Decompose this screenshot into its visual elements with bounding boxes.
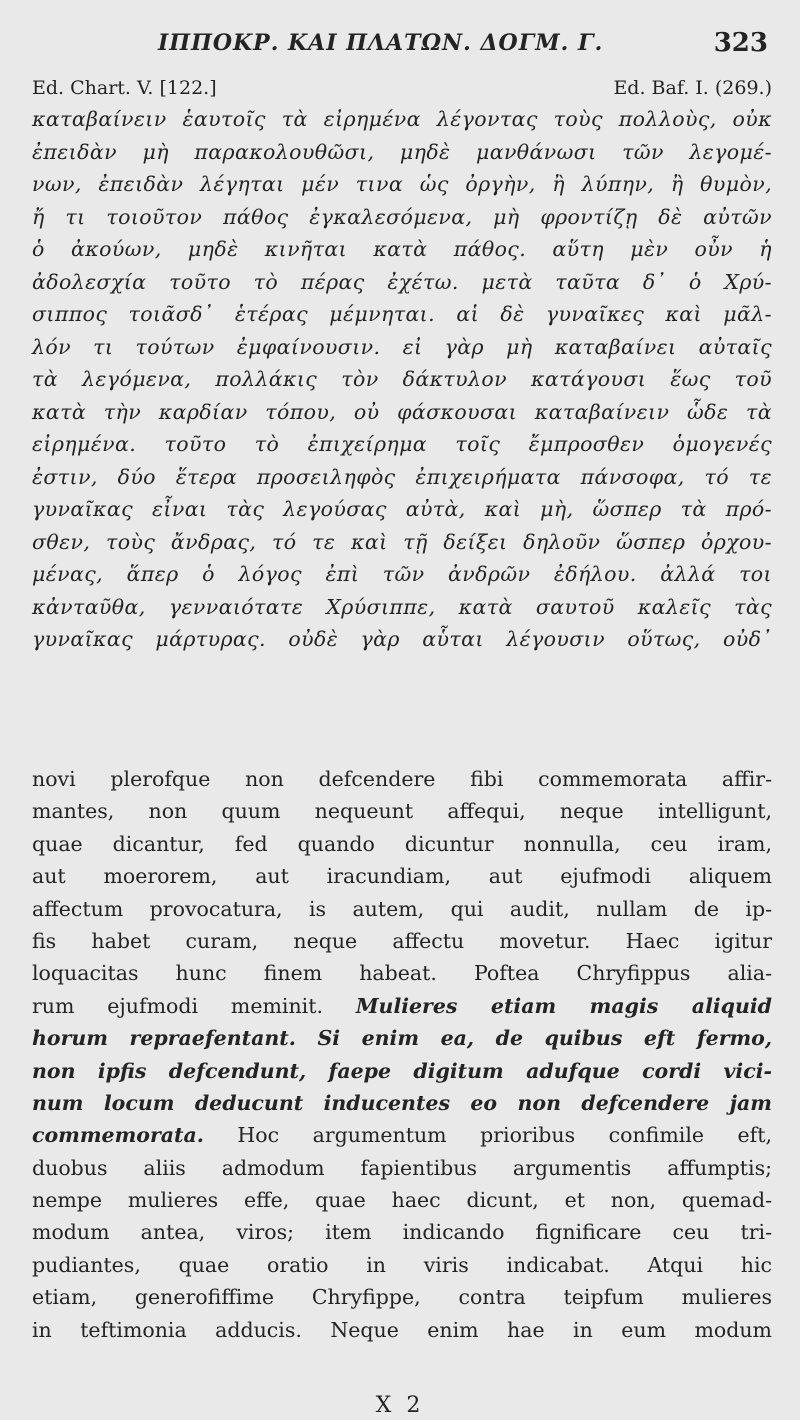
greek-text-line: σθεν, τοὺς ἄνδρας, τό τε καὶ τῇ δείξει δηλοῦν ὥσπερ ὀρχου- [32,529,772,554]
text-segment: aut moerorem, aut iracundiam, aut ejufmodi aliquem [32,864,772,889]
latin-text-line [32,1055,772,1087]
greek-text-line: καταβαίνειν ἑαυτοῖς τὰ εἰρημένα λέγοντας τοὺς πολλοὺς, οὐκ [32,107,772,131]
latin-text-line [32,1281,772,1313]
latin-text-line [32,1249,772,1281]
text-segment: duobus aliis admodum fapientibus argumentis affumptis; [32,1155,772,1180]
greek-text-line: ἀδολεσχία τοῦτο τὸ πέρας ἐχέτω. μετὰ ταῦτα δ᾽ ὁ Χρύ- [32,269,772,294]
latin-text-line [32,893,772,925]
latin-text-line [32,1119,772,1151]
greek-text-line: λόν τι τούτων ἐμφαίνουσιν. εἰ γὰρ μὴ καταβαίνει αὐταῖς [32,334,772,359]
edition-chart-reference: Ed. Chart. V. [122.] [32,77,217,99]
greek-text-line: ἐστιν, δύο ἕτερα προσειληφὸς ἐπιχειρήματα πάνσοφα, τό τε [32,464,772,489]
greek-text-line: νων, ἐπειδὰν λέγηται μέν τινα ὡς ὀργὴν, ἢ λύπην, ἢ θυμὸν, [32,172,772,196]
greek-text-line: ἐπειδὰν μὴ παρακολουθῶσι, μηδὲ μανθάνωσι τῶν λεγομέ- [32,139,772,164]
italic-text-segment: horum repraefentant. Si enim ea, de quibus eft fermo, [32,1026,772,1051]
latin-text-line [32,1314,772,1346]
latin-text-line [32,1087,772,1119]
latin-text-line [32,925,772,957]
latin-text-line [32,860,772,892]
latin-text-line [32,1184,772,1216]
signature-mark: X 2 [375,1393,425,1418]
latin-text-line [32,763,772,795]
greek-text-line: γυναῖκας εἶναι τὰς λεγούσας αὐτὰ, καὶ μὴ, ὥσπερ τὰ πρό- [32,497,772,521]
latin-text-line [32,828,772,860]
latin-text-line [32,990,772,1022]
text-segment: fis habet curam, neque affectu movetur. Haec igitur [32,928,772,953]
latin-text-line [32,1216,772,1248]
italic-text-segment: Mulieres etiam magis aliquid [355,993,773,1018]
text-segment: pudiantes, quae oratio in viris indicabat. Atqui hic [32,1252,772,1277]
latin-text-line [32,795,772,827]
text-segment: affectum provocatura, is autem, qui audit, nullam de ip- [32,896,772,921]
greek-text-line: σιππος τοιᾶσδ᾽ ἑτέρας μέμνηται. αἱ δὲ γυναῖκες καὶ μᾶλ- [32,302,772,326]
greek-text-line: κἀνταῦθα, γενναιότατε Χρύσιππε, κατὰ σαυτοῦ καλεῖς τὰς [32,594,772,619]
greek-text-line: ἤ τι τοιοῦτον πάθος ἐγκαλεσόμενα, μὴ φροντίζῃ δὲ αὐτῶν [32,204,772,229]
text-segment: mantes, non quum nequeunt affequi, neque intelligunt, [32,799,772,824]
text-segment: nempe mulieres effe, quae haec dicunt, et non, quemad- [32,1188,772,1213]
latin-text-line [32,957,772,989]
text-segment: in teftimonia adducis. Neque enim hae in eum modum [32,1317,772,1342]
italic-text-segment: commemorata. [32,1123,204,1148]
running-title: ΙΠΠΟΚΡ. ΚΑΙ ΠΛΑΤΩΝ. ΔΟΓΜ. Γ. [158,30,604,56]
latin-translation-block [32,763,772,1346]
greek-text-line: τὰ λεγόμενα, πολλάκις τὸν δάκτυλον κατάγουσι ἕως τοῦ [32,367,772,391]
text-segment: etiam, generofiffime Chryfippe, contra teipfum mulieres [32,1285,772,1310]
text-segment: Hoc argumentum prioribus confimile eft, [203,1123,772,1148]
edition-references [32,77,772,105]
latin-text-line [32,1152,772,1184]
edition-basel-reference: Ed. Baf. I. (269.) [613,77,772,99]
greek-text-line: ὁ ἀκούων, μηδὲ κινῆται κατὰ πάθος. αὕτη μὲν οὖν ἡ [32,237,772,261]
text-segment: quae dicantur, fed quando dicuntur nonnulla, ceu iram, [32,831,772,856]
greek-text-line: γυναῖκας μάρτυρας. οὐδὲ γὰρ αὗται λέγουσιν οὕτως, οὐδ᾽ [32,627,772,651]
latin-text-line [32,1022,772,1054]
greek-text-block [32,103,772,656]
italic-text-segment: num locum deducunt inducentes eo non defcendere jam [32,1090,772,1115]
running-head [0,30,800,70]
text-segment: rum ejufmodi meminit. [32,993,356,1018]
text-segment: modum antea, viros; item indicando fignificare ceu tri- [32,1220,772,1245]
text-segment: novi plerofque non defcendere fibi commemorata affir- [32,767,772,791]
greek-text-line: κατὰ τὴν καρδίαν τόπου, οὐ φάσκουσαι καταβαίνειν ὧδε τὰ [32,399,772,424]
page-number: 323 [713,28,768,58]
greek-text-line: εἰρημένα. τοῦτο τὸ ἐπιχείρημα τοῖς ἔμπροσθεν ὁμογενές [32,432,772,456]
greek-text-line: μένας, ἅπερ ὁ λόγος ἐπὶ τῶν ἀνδρῶν ἐδήλου. ἀλλά τοι [32,562,772,586]
text-segment: loquacitas hunc finem habeat. Poftea Chryfippus alia- [32,961,772,986]
italic-text-segment: non ipfis defcendunt, faepe digitum adufque cordi vici- [32,1058,772,1083]
